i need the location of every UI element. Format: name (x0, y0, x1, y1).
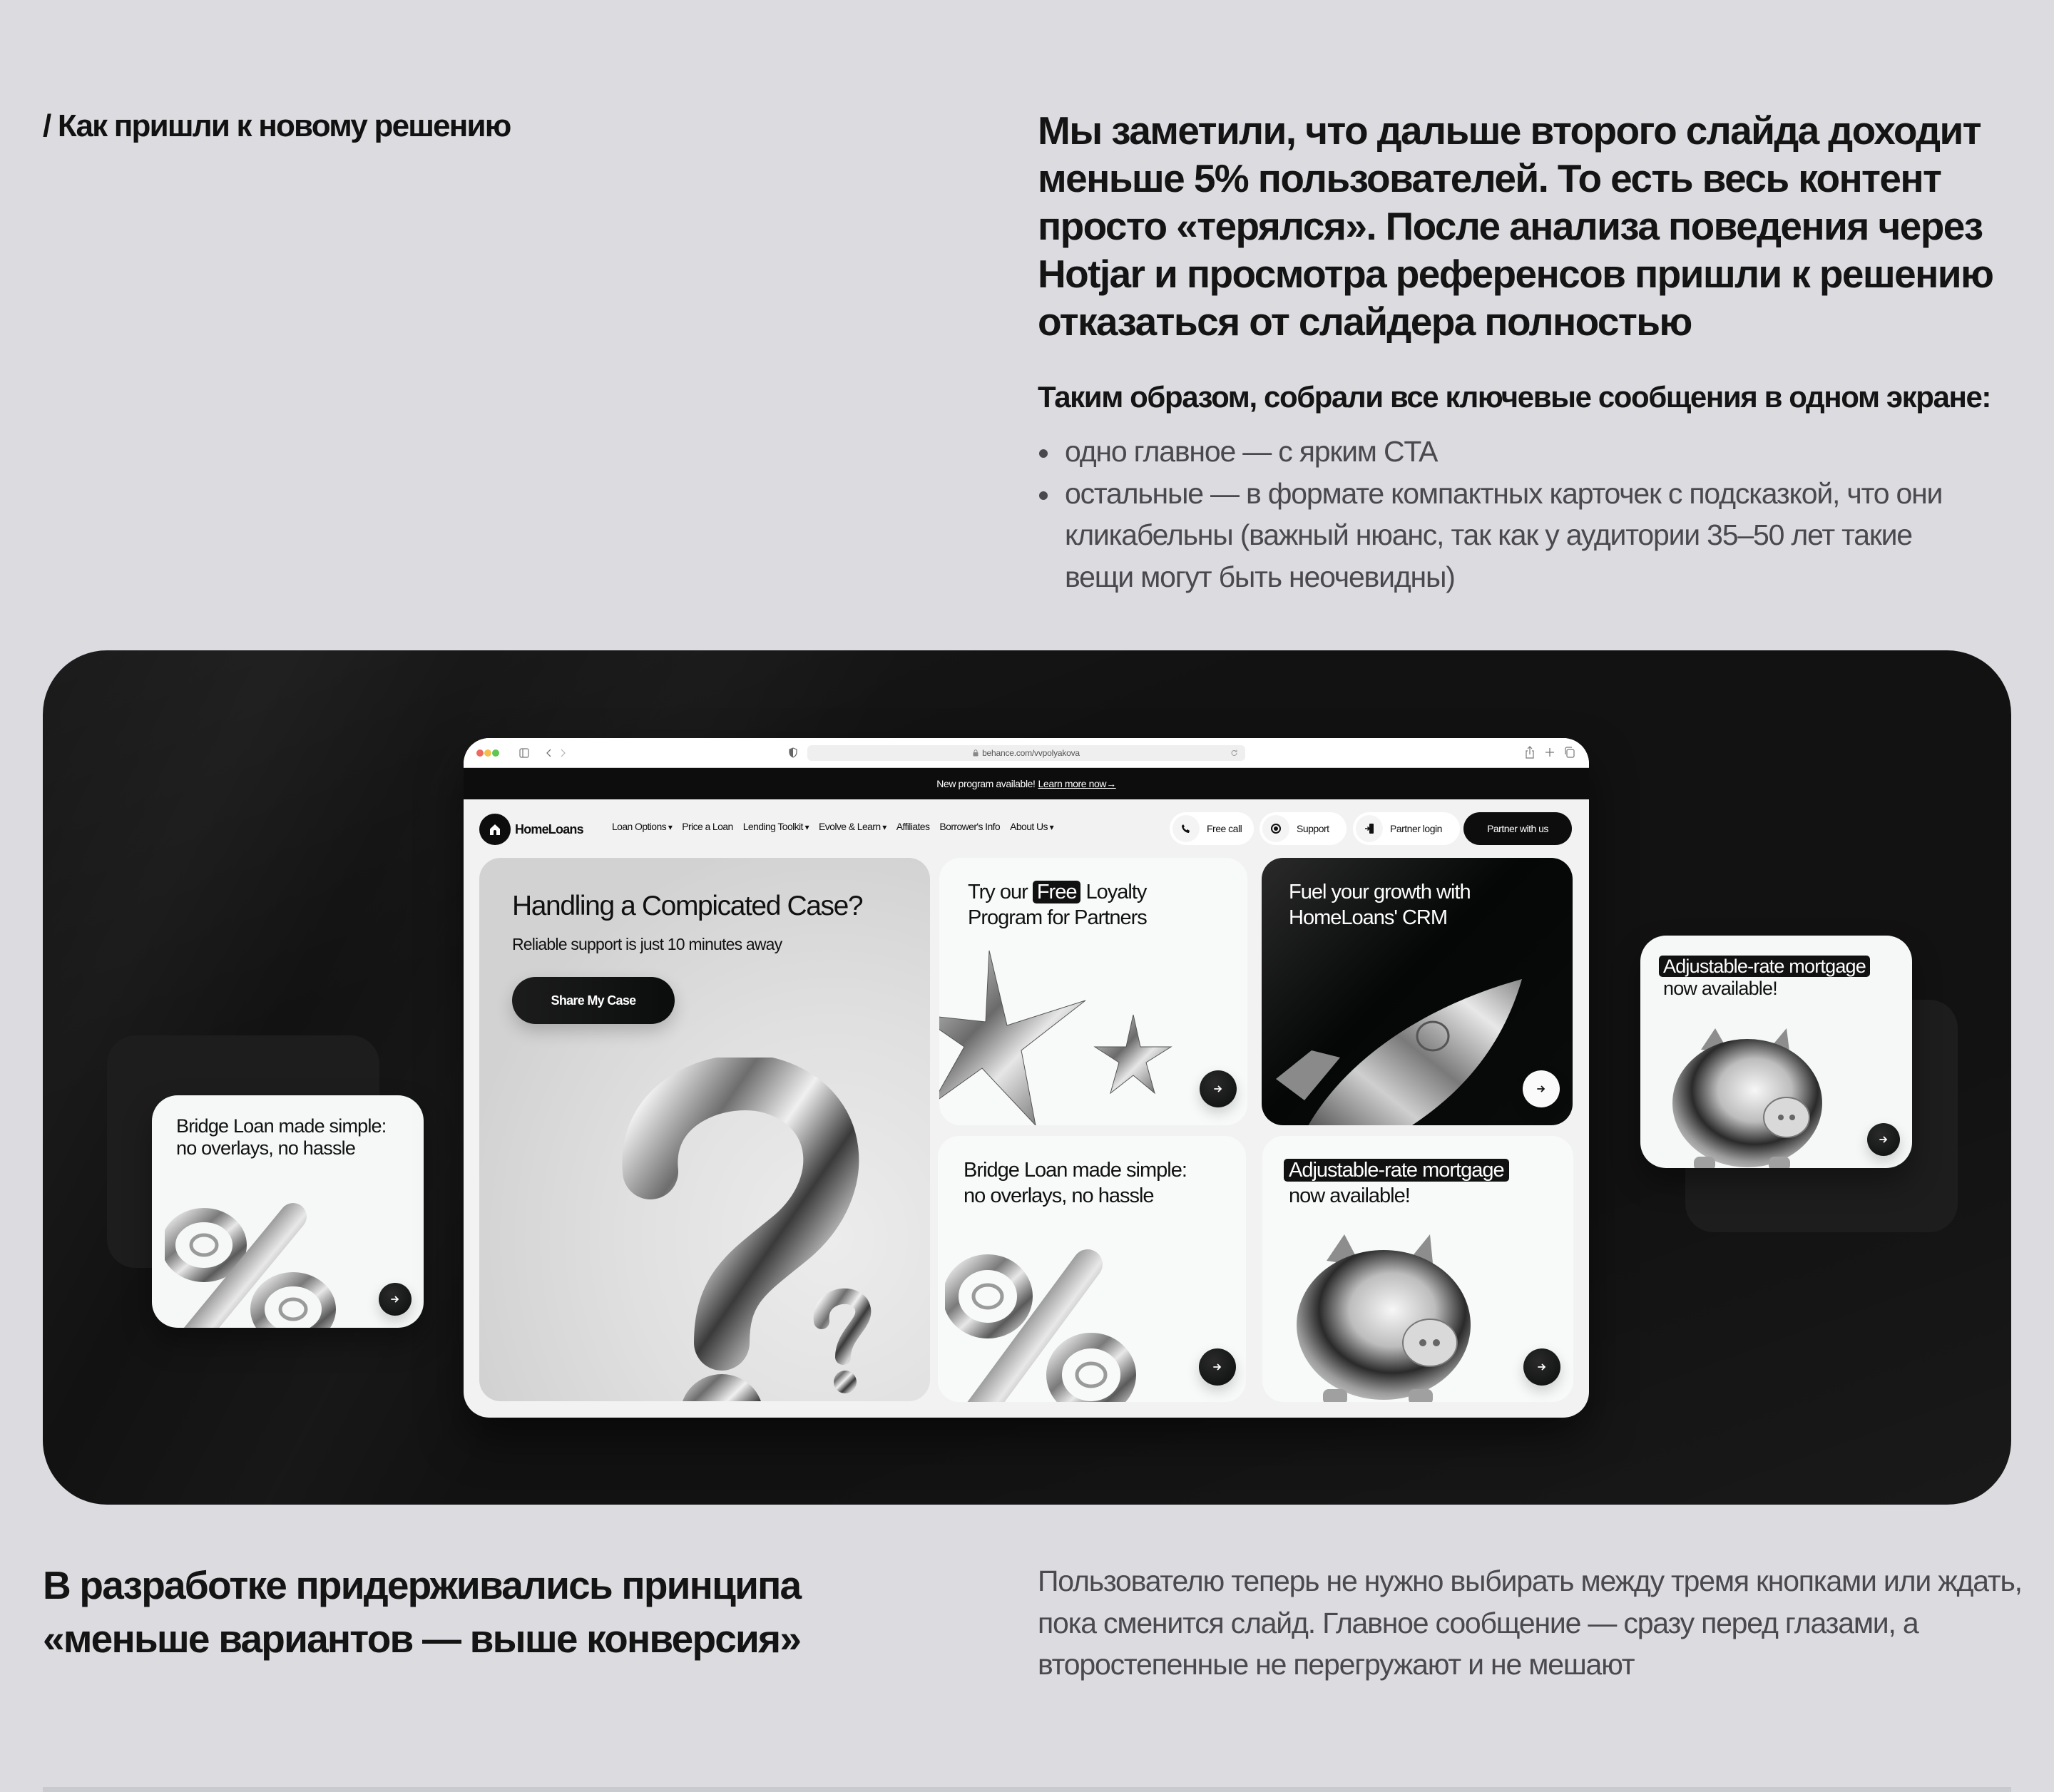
adjustable-rate-mortgage-card[interactable] (1262, 1136, 1573, 1402)
site-header (464, 799, 1589, 856)
menu-item-about-us[interactable]: About Us ▾ (1010, 821, 1053, 832)
crm-card[interactable] (1262, 858, 1573, 1125)
card-title: Try our Free Loyalty Program for Partners (968, 881, 1147, 929)
partner-with-us-button[interactable]: Partner with us (1463, 812, 1572, 845)
hero-title: Handling a Compicated Case? (512, 891, 863, 921)
arrow-right-button[interactable] (1523, 1070, 1560, 1107)
menu-item-loan-options[interactable]: Loan Options ▾ (612, 821, 672, 832)
bridge-loan-card[interactable] (938, 1136, 1246, 1402)
floating-card-bridge-loan[interactable] (152, 1095, 424, 1328)
main-menu (612, 821, 1053, 832)
new-tab-icon[interactable] (1545, 747, 1555, 757)
rocket-3d-icon (1262, 979, 1526, 1125)
share-my-case-button[interactable]: Share My Case (512, 977, 675, 1024)
arrow-right-button[interactable] (1200, 1070, 1237, 1107)
question-mark-3d-icon (615, 1058, 914, 1401)
login-door-icon (1356, 815, 1383, 842)
loyalty-program-card[interactable] (939, 858, 1247, 1125)
tabs-overview-icon[interactable] (1564, 747, 1575, 758)
browser-window (464, 738, 1589, 1418)
card-title: Bridge Loan made simple: no overlays, no hassle (964, 1159, 1187, 1207)
stars-3d-icon (939, 947, 1175, 1125)
forward-icon[interactable] (559, 748, 566, 758)
url-text: behance.com/vvpolyakova (982, 748, 1080, 758)
brand-logo[interactable]: HomeLoans (479, 814, 583, 845)
close-window-button[interactable] (476, 749, 484, 757)
shield-privacy-icon[interactable] (789, 747, 797, 758)
floating-card-title: Bridge Loan made simple: no overlays, no hassle (176, 1115, 387, 1159)
menu-item-evolve-learn[interactable]: Evolve & Learn ▾ (819, 821, 887, 832)
menu-item-affiliates[interactable]: Affiliates (896, 821, 930, 832)
arrow-right-icon (1879, 1135, 1889, 1145)
browser-toolbar (464, 738, 1589, 768)
lock-icon (973, 749, 979, 757)
piggy-bank-3d-icon (1662, 1021, 1840, 1168)
arrow-right-icon (390, 1294, 400, 1304)
free-badge: Free (1033, 881, 1081, 903)
promo-banner: New program available! Learn more now→ (464, 768, 1589, 799)
card-title: Adjustable-rate mortgage now available! (1284, 1157, 1509, 1209)
intro-subhead: Таким образом, собрали все ключевые сообщения в одном экране: (1038, 380, 1991, 414)
arrow-right-button[interactable] (1867, 1123, 1900, 1156)
bullet-item: одно главное — с ярким CTA (1038, 431, 1986, 473)
piggy-bank-3d-icon (1284, 1229, 1491, 1402)
phone-icon (1172, 815, 1200, 842)
menu-item-price-a-loan[interactable]: Price a Loan (682, 821, 733, 832)
floating-card-title: Adjustable-rate mortgage now available! (1659, 956, 1870, 1000)
learn-more-link[interactable]: Learn more now→ (1038, 778, 1116, 789)
address-bar[interactable] (807, 745, 1245, 761)
intro-bullet-list (1038, 431, 1986, 598)
section-label: / Как пришли к новому решению (43, 108, 511, 143)
minimize-window-button[interactable] (484, 749, 491, 757)
arrow-right-icon (1536, 1084, 1546, 1094)
reload-icon[interactable] (1230, 749, 1238, 757)
hero-card (479, 858, 930, 1401)
percent-3d-icon (165, 1188, 350, 1328)
maximize-window-button[interactable] (492, 749, 499, 757)
support-button[interactable]: Support (1260, 812, 1347, 845)
next-section-edge (43, 1787, 2011, 1792)
arrow-right-button[interactable] (379, 1283, 412, 1316)
arrow-right-button[interactable] (1199, 1348, 1236, 1386)
outro-heading: В разработке придерживались принципа «меньше вариантов — выше конверсия» (43, 1563, 801, 1661)
partner-login-button[interactable]: Partner login (1353, 812, 1460, 845)
arrow-right-icon (1213, 1084, 1223, 1094)
outro-text: Пользователю теперь не нужно выбирать между тремя кнопками или ждать, пока сменится слайд. Главное сообщение — сразу перед глазами, а второстепенные не перегружают и не мешают (1038, 1565, 2022, 1681)
share-icon[interactable] (1525, 746, 1535, 759)
headset-support-icon (1262, 815, 1289, 842)
bullet-item: остальные — в формате компактных карточек с подсказкой, что они кликабельны (важный нюанс, так как у аудитории 35–50 лет такие вещи могут быть неочевидны) (1038, 473, 1986, 598)
hero-subtitle: Reliable support is just 10 minutes away (512, 935, 782, 953)
back-icon[interactable] (546, 748, 553, 758)
arrow-right-icon (1537, 1362, 1547, 1372)
menu-item-lending-toolkit[interactable]: Lending Toolkit ▾ (743, 821, 809, 832)
sidebar-toggle-icon[interactable] (519, 748, 529, 758)
free-call-button[interactable]: Free call (1170, 812, 1254, 845)
menu-item-borrowers-info[interactable]: Borrower's Info (939, 821, 1001, 832)
card-title: Fuel your growth with HomeLoans' CRM (1289, 881, 1471, 929)
percent-3d-icon (945, 1243, 1159, 1402)
arrow-right-button[interactable] (1523, 1348, 1560, 1386)
home-icon (479, 814, 511, 845)
arrow-right-icon (1212, 1362, 1222, 1372)
intro-lead: Мы заметили, что дальше второго слайда доходит меньше 5% пользователей. То есть весь контент просто «терялся». После анализа поведения через Hotjar и просмотра референсов пришли к решению отказаться от слайдера полностью (1038, 108, 1993, 344)
floating-card-adjustable-rate[interactable] (1640, 936, 1912, 1168)
